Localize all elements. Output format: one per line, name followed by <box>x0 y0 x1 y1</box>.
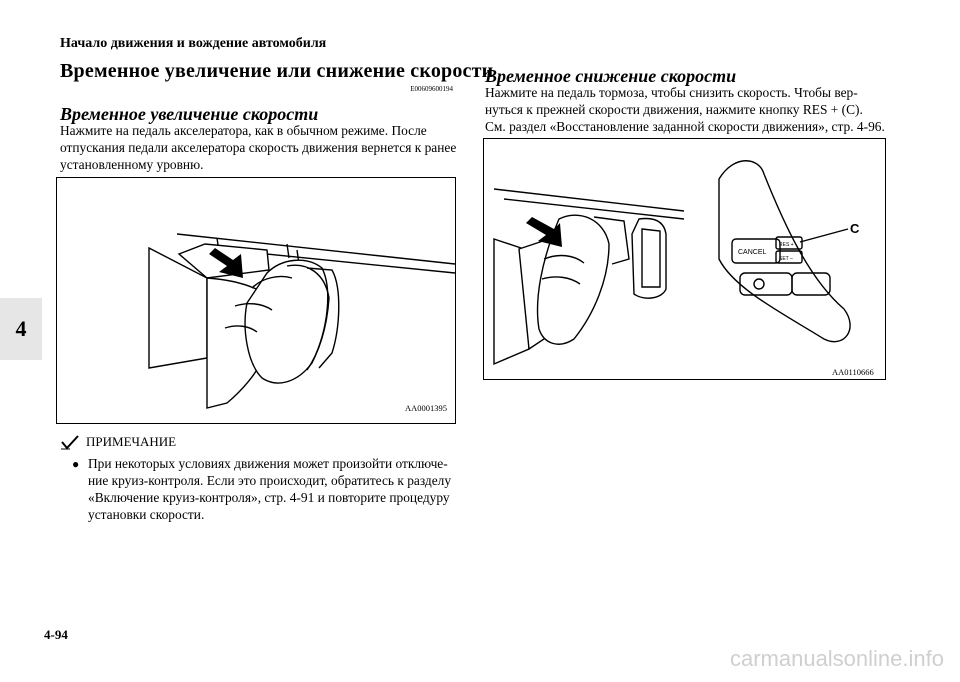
note-item <box>72 455 457 523</box>
cancel-switch-label: CANCEL <box>738 249 767 256</box>
note-line-4: установки скорости. <box>88 507 205 522</box>
watermark: carmanualsonline.info <box>729 646 944 671</box>
brake-pedal-illustration <box>484 139 885 379</box>
right-heading: Временное снижение скорости <box>485 66 737 86</box>
res-switch-label: RES + <box>779 242 794 248</box>
left-paragraph <box>60 122 460 173</box>
callout-c-label: C <box>850 221 860 236</box>
note-bullet: ● <box>72 457 80 471</box>
right-figure-label: AA0110666 <box>832 367 874 377</box>
section-header: Начало движения и вождение автомобиля <box>60 36 327 51</box>
right-line-2: нуться к прежней скорости движения, нажмите кнопку RES + (C). <box>485 102 863 117</box>
right-paragraph <box>485 84 905 135</box>
note-heading <box>60 434 176 450</box>
note-line-1: При некоторых условиях движения может произойти отключе- <box>88 456 448 471</box>
left-line-1: Нажмите на педаль акселератора, как в обычном режиме. После <box>60 123 427 138</box>
note-heading-text: ПРИМЕЧАНИЕ <box>86 434 177 449</box>
left-heading: Временное увеличение скорости <box>60 104 319 124</box>
right-line-1: Нажмите на педаль тормоза, чтобы снизить скорость. Чтобы вер- <box>485 85 858 100</box>
left-figure-label: AA0001395 <box>405 403 448 413</box>
accelerator-pedal-illustration <box>57 178 455 423</box>
note-pencil-icon <box>60 434 80 450</box>
note-text <box>88 455 451 523</box>
page-number: 4-94 <box>44 627 68 642</box>
chapter-tab: 4 <box>0 298 42 360</box>
note-line-2: ние круиз-контроля. Если это происходит, обратитесь к разделу <box>88 473 452 488</box>
page-title: Временное увеличение или снижение скорости <box>60 60 494 82</box>
left-line-3: установленному уровню. <box>60 157 204 172</box>
accelerator-pedal-figure <box>56 177 456 424</box>
right-line-3: См. раздел «Восстановление заданной скорости движения», стр. 4-96. <box>485 119 885 134</box>
brake-pedal-steering-figure <box>483 138 886 380</box>
document-code: E00609600194 <box>410 85 453 93</box>
note-line-3: «Включение круиз-контроля», стр. 4-91 и повторите процедуру <box>88 490 450 505</box>
left-line-2: отпускания педали акселератора скорость движения вернется к ранее <box>60 140 457 155</box>
set-switch-label: SET – <box>779 256 793 262</box>
arrow-icon <box>526 217 562 247</box>
